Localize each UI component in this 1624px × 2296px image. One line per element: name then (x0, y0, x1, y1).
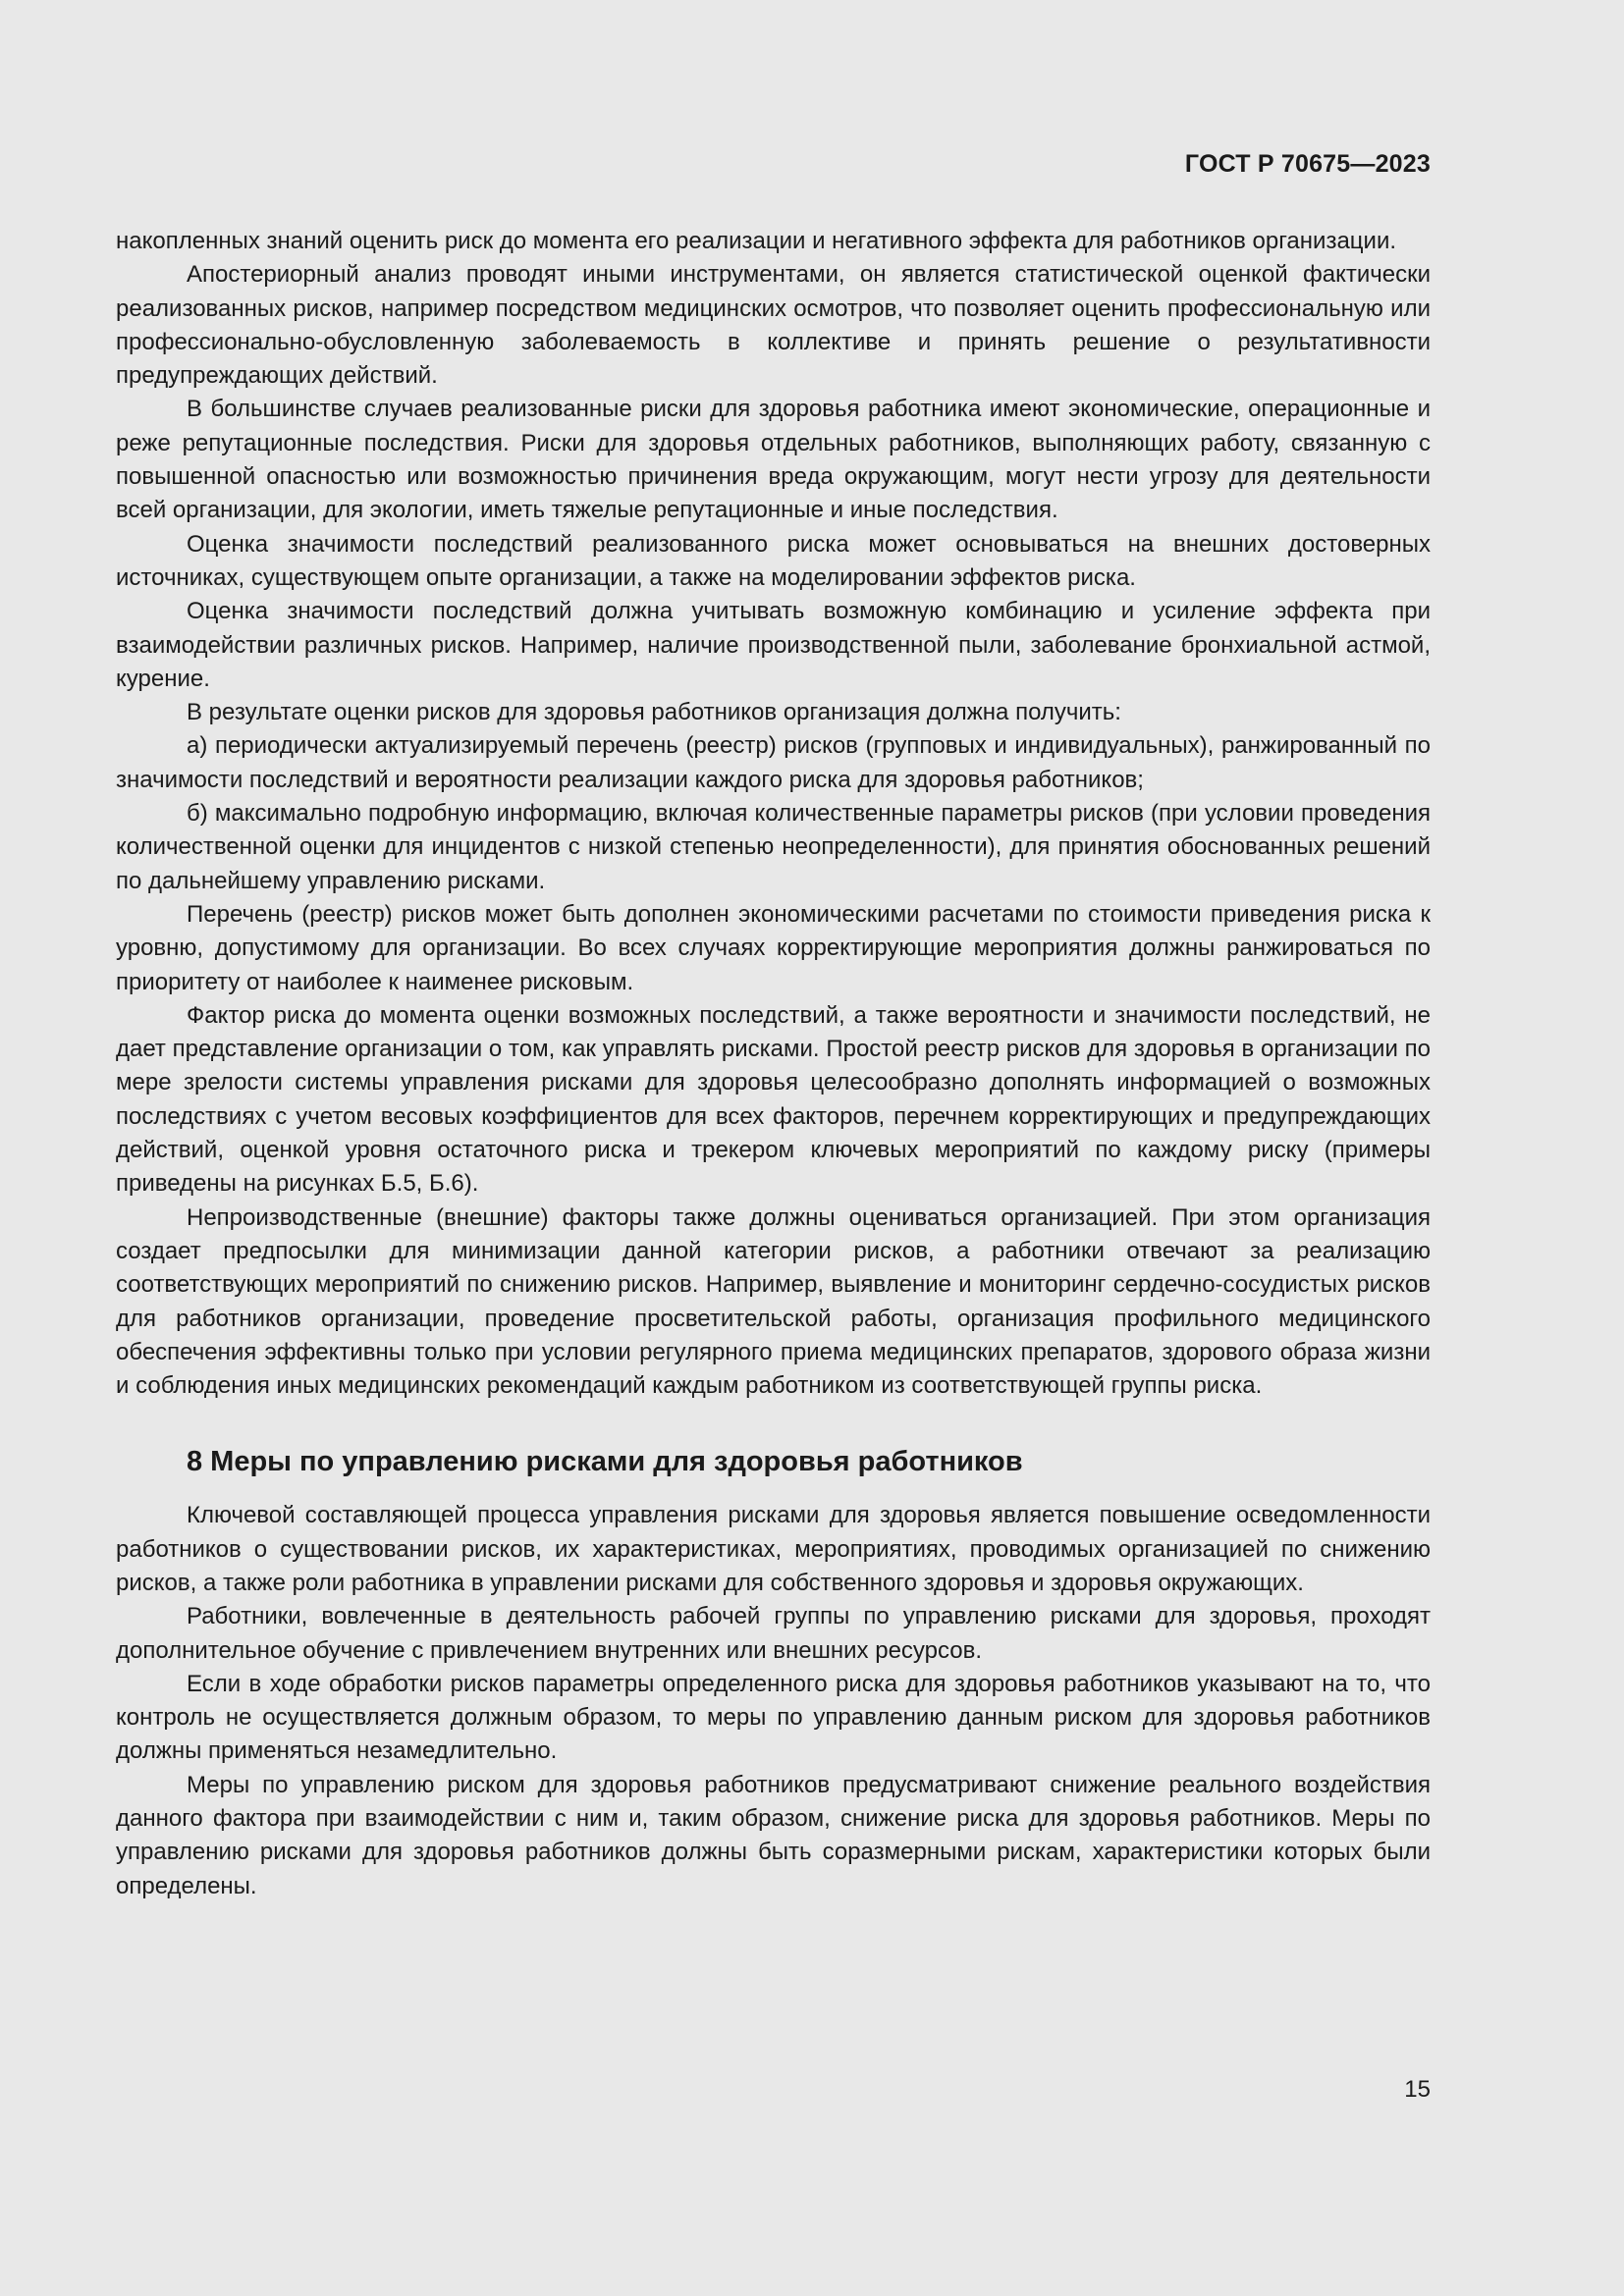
paragraph-continuation: накопленных знаний оценить риск до момента его реализации и негативного эффекта для работников организации. (116, 228, 1397, 254)
list-item-b: б) максимально подробную информацию, включая количественные параметры рисков (при условии проведения количественной оценки для инцидентов с низкой степенью неопределенности), для принятия обоснованных решений по дальнейшему управлению рисками. (116, 800, 1431, 894)
paragraph: Оценка значимости последствий должна учитывать возможную комбинацию и усиление эффекта при взаимодействии различных рисков. Например, наличие производственной пыли, заболевание бронхиальной астмой, курение. (116, 598, 1431, 692)
paragraph: Если в ходе обработки рисков параметры определенного риска для здоровья работников указывают на то, что контроль не осуществляется должным образом, то меры по управлению данным риском для здоровья работников должны применяться незамедлительно. (116, 1670, 1431, 1765)
paragraph: Меры по управлению риском для здоровья работников предусматривают снижение реального воздействия данного фактора при взаимодействии с ним и, таким образом, снижение риска для здоровья работников. Меры по управлению рисками для здоровья работников должны быть соразмерными рискам, характеристики которых были определены. (116, 1771, 1431, 1899)
paragraph: Ключевой составляющей процесса управления рисками для здоровья является повышение осведомленности работников о существовании рисков, их характеристиках, мероприятиях, проводимых организацией по снижению рисков, а также роли работника в управлении рисками для собственного здоровья и здоровья окружающих. (116, 1502, 1431, 1596)
paragraph: В большинстве случаев реализованные риски для здоровья работника имеют экономические, операционные и реже репутационные последствия. Риски для здоровья отдельных работников, выполняющих работу, связанную с повышенной опасностью или возможностью причинения вреда окружающим, могут нести угрозу для деятельности всей организации, для экологии, иметь тяжелые репутационные и иные последствия. (116, 396, 1431, 524)
paragraph: Перечень (реестр) рисков может быть дополнен экономическими расчетами по стоимости приведения риска к уровню, допустимому для организации. Во всех случаях корректирующие мероприятия должны ранжироваться по приоритету от наиболее к наименее рисковым. (116, 900, 1431, 995)
paragraph: Апостериорный анализ проводят иными инструментами, он является статистической оценкой фактически реализованных рисков, например посредством медицинских осмотров, что позволяет оценить профессиональную или профессионально-обусловленную заболеваемость в коллективе и принять решение о результативности предупреждающих действий. (116, 261, 1431, 390)
paragraph: Фактор риска до момента оценки возможных последствий, а также вероятности и значимости последствий, не дает представление организации о том, как управлять рисками. Простой реестр рисков для здоровья в организации по мере зрелости системы управления рисками для здоровья целесообразно дополнять информацией о возможных последствиях с учетом весовых коэффициентов для всех факторов, перечнем корректирующих и предупреждающих действий, оценкой уровня остаточного риска и трекером ключевых мероприятий по каждому риску (примеры приведены на рисунках Б.5, Б.6). (116, 1001, 1431, 1198)
paragraph: Непроизводственные (внешние) факторы также должны оцениваться организацией. При этом организация создает предпосылки для минимизации данной категории рисков, а работники отвечают за реализацию соответствующих мероприятий по снижению рисков. Например, выявление и мониторинг сердечно-сосудистых рисков для работников организации, проведение просветительской работы, организация профильного медицинского обеспечения эффективны только при условии регулярного приема медицинских препаратов, здорового образа жизни и соблюдения иных медицинских рекомендаций каждым работником из соответствующей группы риска. (116, 1203, 1431, 1400)
standard-header: ГОСТ Р 70675—2023 (1184, 150, 1431, 178)
paragraph: Оценка значимости последствий реализованного риска может основываться на внешних достоверных источниках, существующем опыте организации, а также на моделировании эффектов риска. (116, 530, 1431, 591)
page-number: 15 (1404, 2076, 1431, 2103)
section-heading: 8 Меры по управлению рисками для здоровья работников (187, 1446, 1023, 1478)
paragraph: Работники, вовлеченные в деятельность рабочей группы по управлению рисками для здоровья, проходят дополнительное обучение с привлечением внутренних или внешних ресурсов. (116, 1603, 1431, 1664)
list-item-a: а) периодически актуализируемый перечень (реестр) рисков (групповых и индивидуальных), ранжированный по значимости последствий и вероятности реализации каждого риска для здоровья работников; (116, 732, 1431, 793)
document-body (116, 225, 1431, 1903)
paragraph: В результате оценки рисков для здоровья работников организация должна получить: (187, 699, 1121, 726)
